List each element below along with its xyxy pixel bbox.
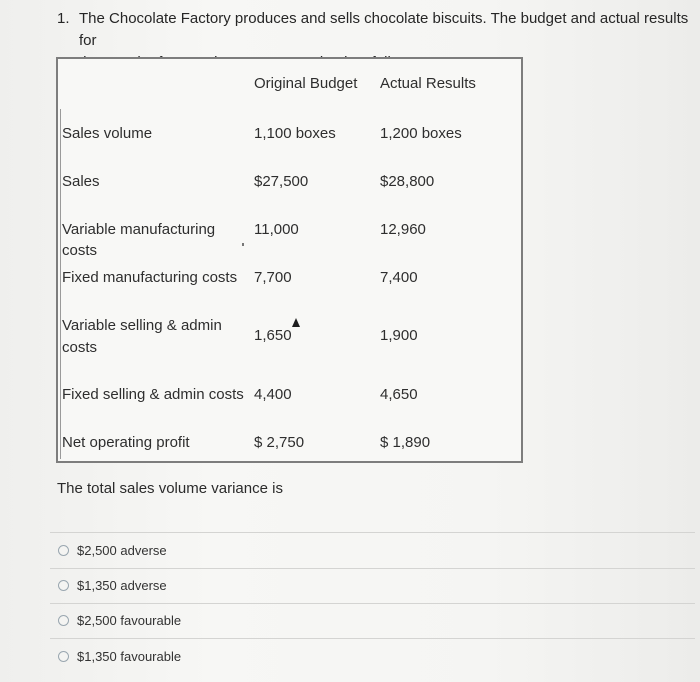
budget-fixed-selling: 4,400 — [254, 386, 292, 403]
answer-prompt: The total sales volume variance is — [57, 480, 283, 497]
row-label-variable-selling-line1: Variable selling & admin — [62, 317, 222, 334]
row-label-variable-selling-line2: costs — [62, 339, 98, 356]
option-divider — [50, 532, 695, 533]
table-inner-rule — [60, 109, 61, 459]
row-label-fixed-manufacturing: Fixed manufacturing costs — [62, 269, 238, 286]
option-1350-adverse[interactable] — [58, 575, 167, 595]
row-label-sales: Sales — [62, 173, 100, 190]
actual-variable-manufacturing: 12,960 — [380, 221, 426, 238]
radio-button-icon[interactable] — [58, 545, 69, 556]
option-label: $1,350 adverse — [77, 577, 167, 593]
budget-fixed-manufacturing: 7,700 — [254, 269, 292, 286]
budget-table — [56, 57, 523, 463]
option-label: $2,500 adverse — [77, 542, 167, 558]
option-label: $2,500 favourable — [77, 612, 182, 628]
actual-fixed-selling: 4,650 — [380, 386, 418, 403]
question-line-1: The Chocolate Factory produces and sells chocolate biscuits. The budget and actual results for — [79, 10, 689, 49]
radio-button-icon[interactable] — [58, 580, 69, 591]
budget-variable-selling: 1,650 — [254, 327, 292, 344]
row-label-net-operating-profit: Net operating profit — [62, 434, 190, 451]
radio-button-icon[interactable] — [58, 651, 69, 662]
option-1350-favourable[interactable] — [58, 646, 181, 666]
radio-button-icon[interactable] — [58, 615, 69, 626]
budget-net-operating-profit: $ 2,750 — [254, 434, 305, 451]
option-2500-adverse[interactable] — [58, 540, 167, 560]
budget-sales: $27,500 — [254, 173, 309, 190]
option-2500-favourable[interactable] — [58, 610, 181, 630]
option-divider — [50, 638, 695, 639]
budget-sales-volume: 1,100 boxes — [254, 125, 336, 142]
row-label-sales-volume: Sales volume — [62, 125, 153, 142]
row-label-fixed-selling: Fixed selling & admin costs — [62, 386, 244, 403]
header-actual-results: Actual Results — [380, 75, 476, 92]
mouse-cursor-icon — [292, 318, 300, 327]
actual-sales-volume: 1,200 boxes — [380, 125, 462, 142]
option-divider — [50, 603, 695, 604]
stray-mark — [242, 243, 244, 246]
question-number: 1. — [57, 10, 70, 27]
option-label: $1,350 favourable — [77, 648, 182, 664]
actual-sales: $28,800 — [380, 173, 435, 190]
actual-variable-selling: 1,900 — [380, 327, 418, 344]
actual-net-operating-profit: $ 1,890 — [380, 434, 431, 451]
budget-variable-manufacturing: 11,000 — [254, 221, 299, 238]
actual-fixed-manufacturing: 7,400 — [380, 269, 418, 286]
row-label-variable-manufacturing: Variable manufacturing costs — [62, 221, 216, 259]
option-divider — [50, 568, 695, 569]
header-original-budget: Original Budget — [254, 75, 358, 92]
